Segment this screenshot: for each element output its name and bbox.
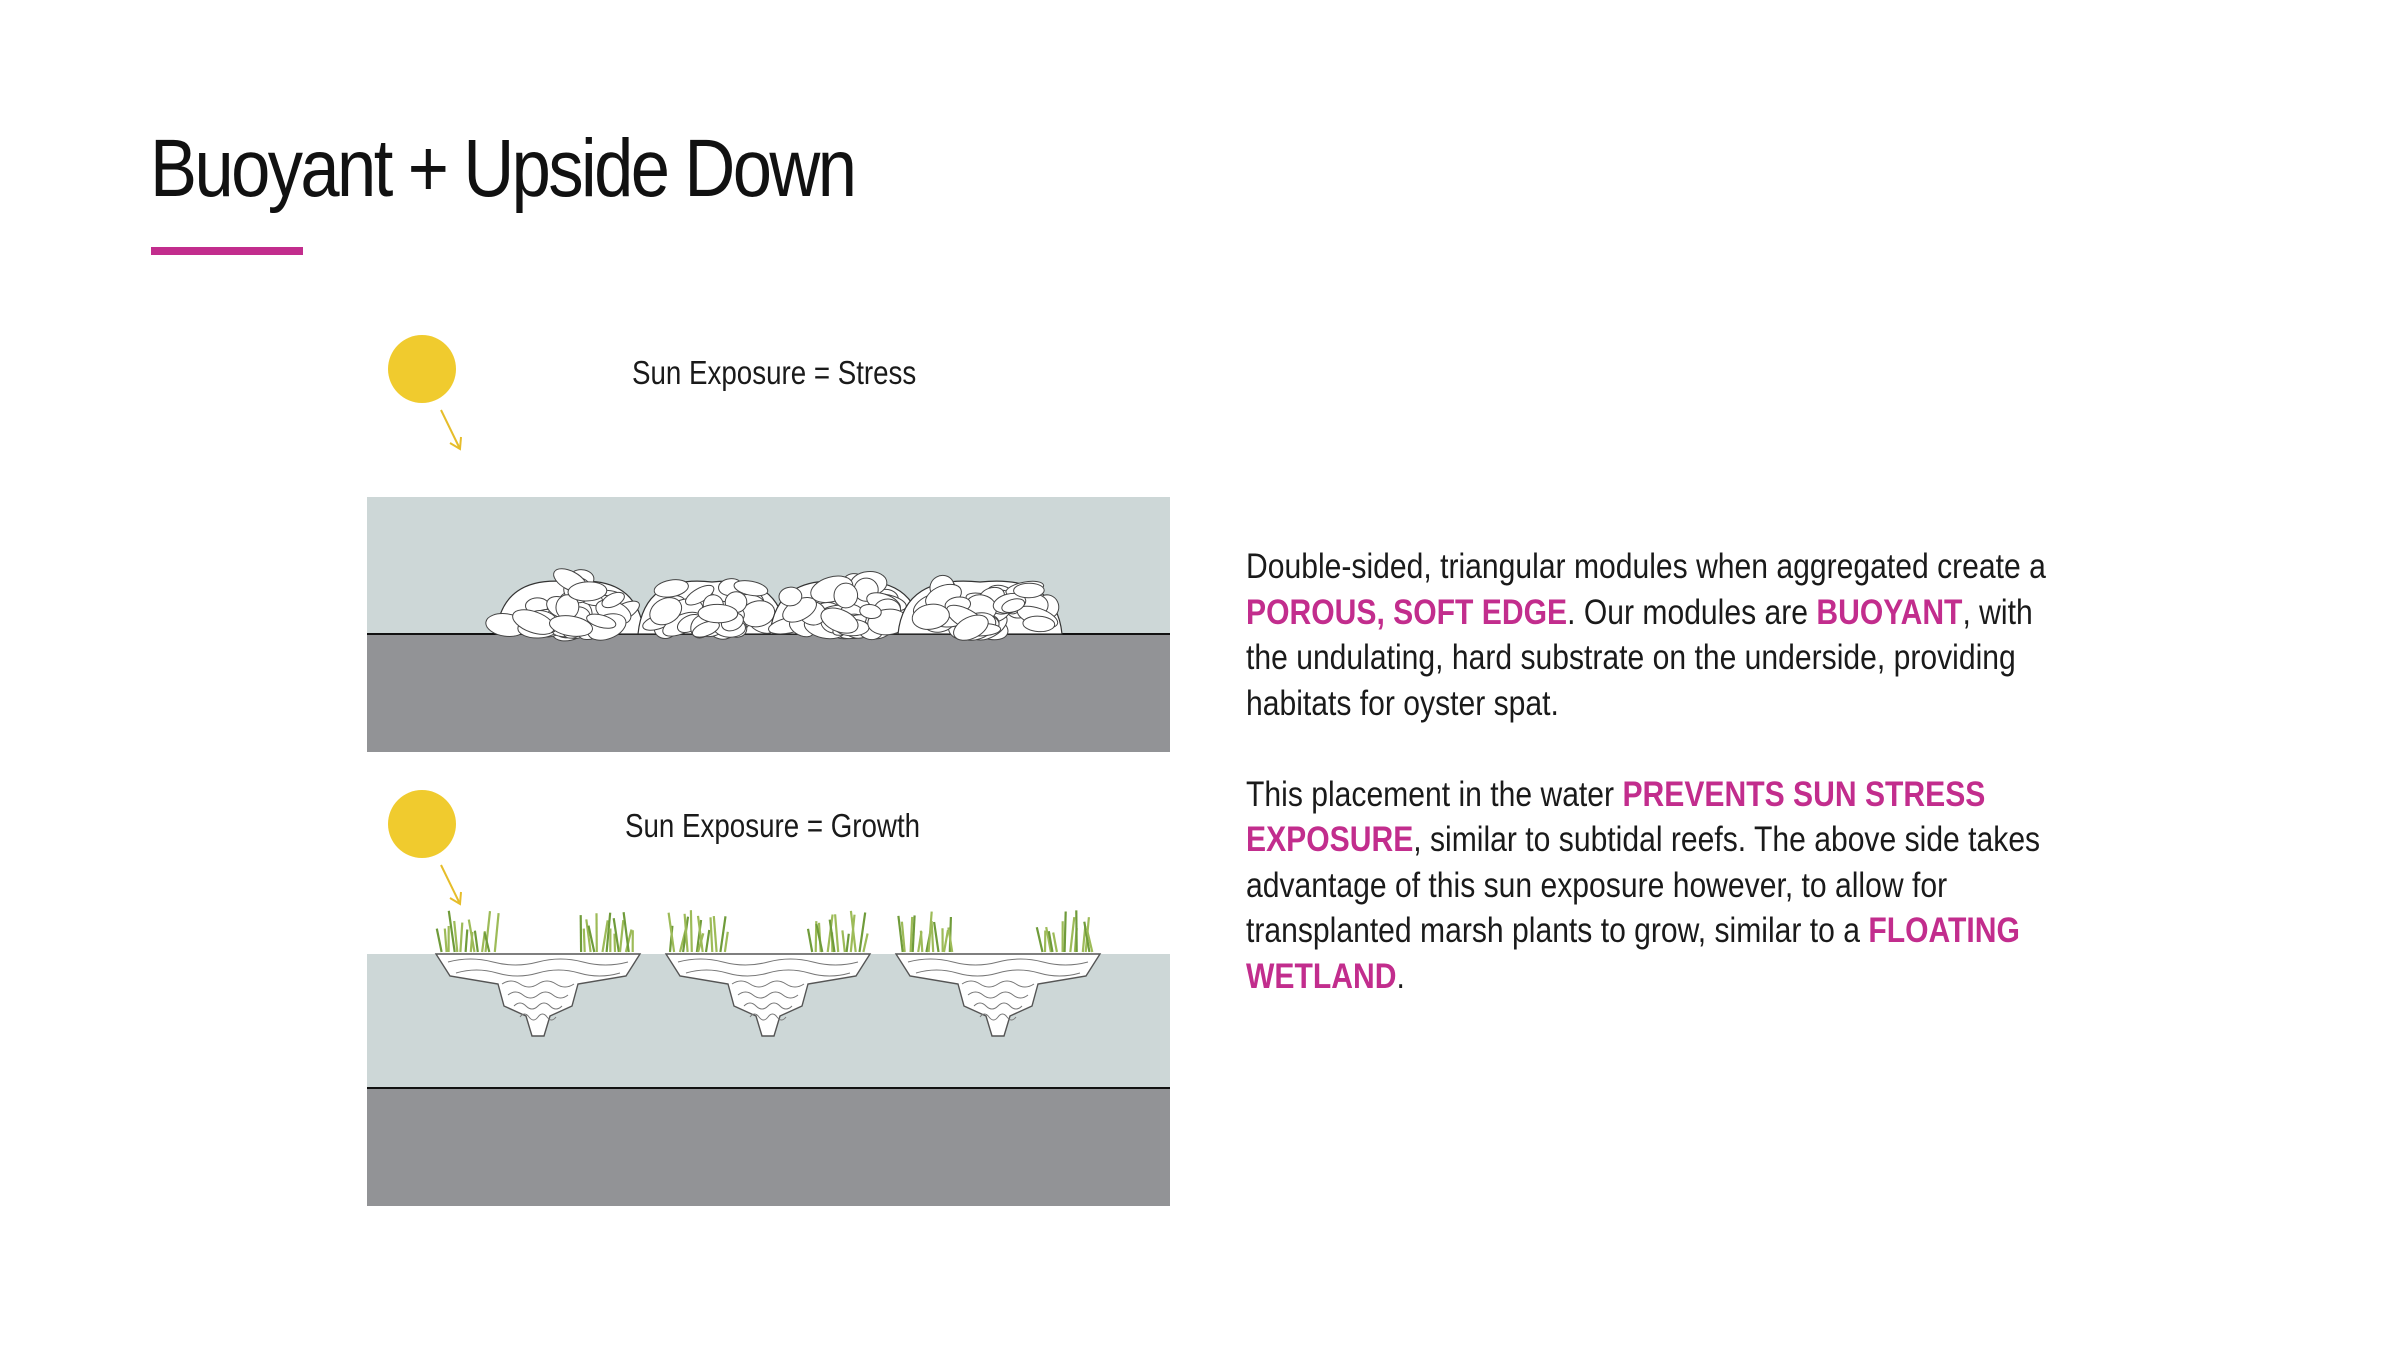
highlight-prevents-sun-stress: PREVENTS SUN STRESS EXPOSURE: [1246, 774, 1986, 859]
paragraph-1: Double-sided, triangular modules when aggregated create a POROUS, SOFT EDGE. Our modules are BUOYANT, with the undulating, hard substrate on the underside, providing habitats for oyster spat.: [1246, 547, 2046, 723]
floating-modules: [436, 910, 1100, 1036]
sun-stress-label: Sun Exposure = Stress: [632, 354, 917, 391]
highlight-buoyant: BUOYANT: [1816, 592, 1963, 632]
sun-growth-label: Sun Exposure = Growth: [625, 807, 921, 844]
oyster-mound: [638, 577, 786, 642]
sun-ray-arrow-icon: [441, 865, 461, 904]
paragraph-2: This placement in the water PREVENTS SUN STRESS EXPOSURE, similar to subtidal reefs. The above side takes advantage of this sun exposure however, to allow for transplanted marsh plants to grow, similar to a FLOATING WETLAND.: [1246, 774, 2041, 996]
highlight-porous-soft-edge: POROUS, SOFT EDGE: [1246, 592, 1568, 632]
sun-ray-arrow-icon: [441, 410, 461, 449]
highlight-floating-wetland: FLOATING WETLAND: [1246, 911, 2020, 996]
sun-icon: [388, 790, 456, 858]
bottom-ground: [367, 1088, 1170, 1206]
sun-icon: [388, 335, 456, 403]
slide-title: Buoyant + Upside Down: [150, 123, 855, 214]
description: [1246, 544, 2046, 999]
top-ground: [367, 634, 1170, 752]
